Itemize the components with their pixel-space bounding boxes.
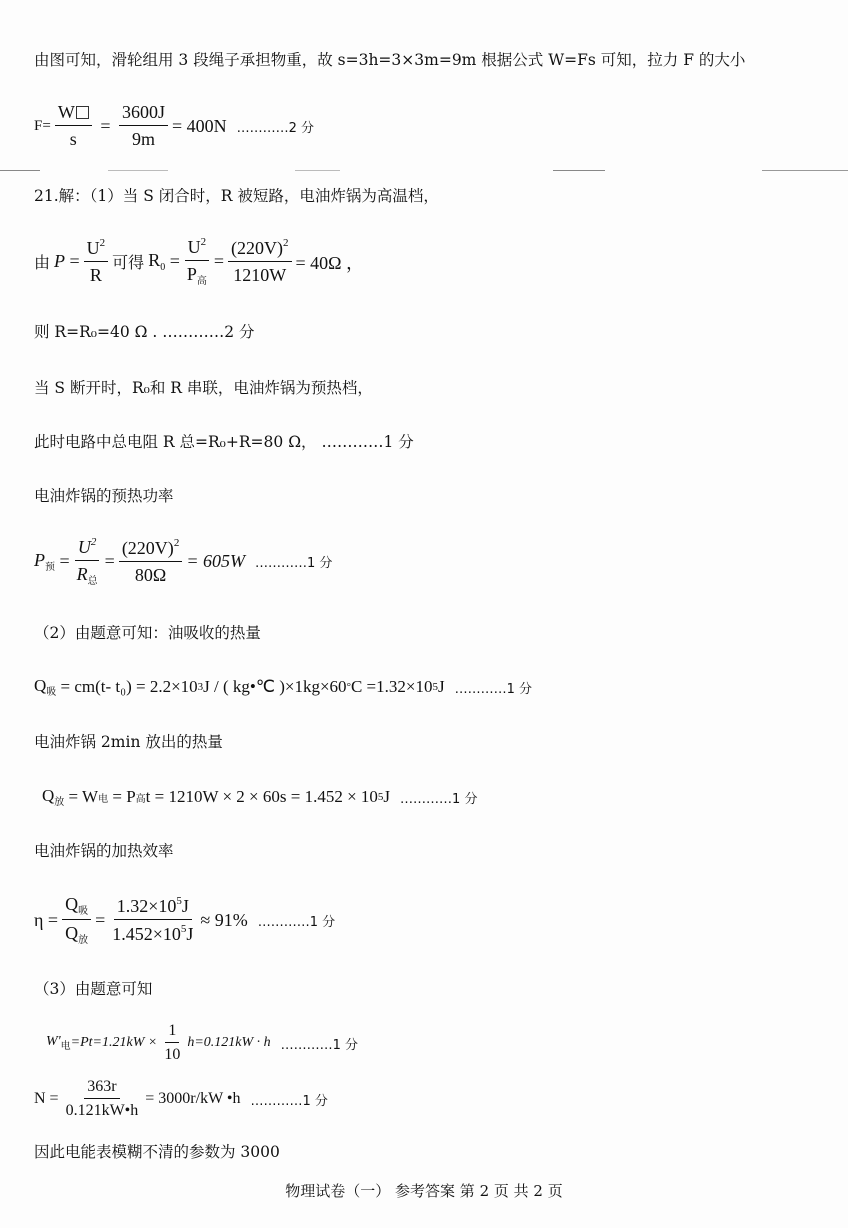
eq-mid: =Pt=1.21kW × bbox=[70, 1035, 158, 1050]
eq-num: 3600J bbox=[119, 102, 168, 126]
fraction-220-over-80: $\frac{(220V)^2}{80\Omega}$ bbox=[119, 537, 183, 586]
eq-num: 1 bbox=[165, 1022, 179, 1043]
eq-eta: η = bbox=[34, 909, 59, 930]
eq-den: 1.452×10 bbox=[112, 924, 181, 944]
eq-num: 363r bbox=[84, 1078, 119, 1099]
score-mark: …………1 分 bbox=[257, 914, 336, 930]
equation-meter-constant bbox=[34, 1078, 328, 1120]
score-mark: …………2 分 bbox=[236, 120, 315, 136]
fraction-w-over-s bbox=[55, 102, 92, 150]
eq-den: 1210W bbox=[233, 265, 287, 285]
eq-qb: Q bbox=[65, 923, 79, 943]
fraction-220-over-1210: $\frac{(220V)^2}{1210W}$ bbox=[228, 237, 292, 286]
equation-efficiency: η = $\frac{Q_吸}{Q_放}$ = $\frac{1.32\times 10^5J}{1.452\times 10^5J}$ ≈ 91% …………1 分 bbox=[34, 894, 336, 946]
eq-lhs: W' bbox=[46, 1034, 61, 1049]
eq-body: = cm(t- t₀) = 2.2×10 bbox=[60, 677, 198, 696]
eq-qb-sub: 放 bbox=[78, 935, 89, 946]
eq-result: = 3000r/kW •h bbox=[145, 1090, 241, 1107]
score-mark: …………1 分 bbox=[454, 681, 533, 697]
eq-den-unit: J bbox=[186, 924, 194, 944]
equation-energy bbox=[46, 1022, 358, 1064]
eq-u: U bbox=[86, 238, 100, 258]
question-21-part1: 21.解：（1）当 S 闭合时，R 被短路，电油炸锅为高温档， bbox=[34, 187, 439, 205]
fraction-363-over-energy bbox=[63, 1078, 142, 1120]
eq-p: P bbox=[54, 251, 66, 271]
eq-p: = P bbox=[112, 787, 136, 806]
text-line-total-resistance: 此时电路中总电阻 R 总=R₀+R=80 Ω， …………1 分 bbox=[34, 433, 414, 451]
eq-s: s bbox=[69, 129, 77, 149]
fraction-u2-over-r: $\frac{U^2}{R}$ bbox=[84, 237, 109, 286]
eq-result: ≈ 91% bbox=[200, 909, 248, 930]
eq-pre: 由 bbox=[34, 253, 51, 272]
eq-r0-sub: 0 bbox=[160, 262, 166, 273]
fraction-u2-over-phigh: $\frac{U^2}{P_高}$ bbox=[184, 236, 210, 287]
text-line-pulley: 由图可知，滑轮组用 3 段绳子承担物重，故 s=3h=3×3m=9m 根据公式 W=Fs 可知，拉力 F 的大小 bbox=[34, 51, 746, 69]
eq-body: t = 1210W × 2 × 60s = 1.452 × 10 bbox=[145, 787, 378, 806]
divider-segment bbox=[108, 170, 168, 171]
equation-force: F= $\frac{W}{s}$ = $\frac{3600J}{9m}$ = 400N …………2 分 bbox=[34, 102, 315, 149]
score-mark: …………1 分 bbox=[254, 556, 333, 571]
part-3-heading: （3）由题意可知 bbox=[34, 980, 153, 998]
divider-segment bbox=[295, 170, 340, 171]
unclear-subscript-box bbox=[76, 106, 89, 119]
page-footer: 物理试卷（一） 参考答案 第 2 页 共 2 页 bbox=[285, 1182, 563, 1200]
score-mark: …………1 分 bbox=[280, 1037, 359, 1053]
eq-w: = W bbox=[68, 787, 99, 806]
text-line-r: 则 R=R₀=40 Ω . …………2 分 bbox=[34, 323, 255, 341]
fraction-value bbox=[119, 102, 168, 150]
eq-den: 80Ω bbox=[134, 565, 167, 585]
part-2-heading: （2）由题意可知：油吸收的热量 bbox=[34, 624, 261, 642]
eq-body4: J bbox=[437, 677, 445, 696]
eq-den: 0.121kW•h bbox=[65, 1102, 139, 1119]
fraction-qa-over-qb bbox=[62, 894, 91, 946]
divider-segment bbox=[762, 170, 848, 171]
eq-num: 1.32×10 bbox=[116, 896, 177, 916]
eq-num: (220V) bbox=[121, 538, 174, 558]
eq-lhs: F= bbox=[34, 117, 51, 134]
score-mark: …………1 分 bbox=[250, 1093, 328, 1109]
fraction-values: $\frac{1.32\times 10^5J}{1.452\times 10^5J}$ bbox=[112, 895, 194, 944]
eq-num-unit: J bbox=[181, 896, 189, 916]
eq-q-sub: 吸 bbox=[46, 687, 57, 698]
eq-w-sub: 电 bbox=[98, 793, 109, 805]
equation-heat-released: $Q_放$ = W 电 = P 高 t = 1210W × 2 × 60s = 1.452 × 10 5 J …………1 分 bbox=[42, 786, 478, 808]
eq-qa-sub: 吸 bbox=[78, 906, 89, 917]
equation-preheat-power: $P_预$ = $\frac{U^2}{R_总}$ = $\frac{(220V)^2}{80\Omega}$ = 605W …………1 分 bbox=[34, 536, 333, 587]
eq-result: h=0.121kW · h bbox=[187, 1035, 271, 1050]
eq-r0: R bbox=[148, 250, 161, 270]
eq-p-sub: 高 bbox=[135, 793, 146, 805]
eq-p: P bbox=[34, 550, 45, 570]
text-line-s-open: 当 S 断开时，R₀和 R 串联，电油炸锅为预热档， bbox=[34, 379, 373, 397]
eq-r-sub: 总 bbox=[87, 576, 98, 587]
eq-p-sub: 高 bbox=[196, 276, 207, 287]
eq-result: = 400N bbox=[171, 115, 227, 136]
eq-q: Q bbox=[42, 786, 55, 805]
text-line-efficiency: 电油炸锅的加热效率 bbox=[34, 842, 174, 860]
eq-result: = 40Ω ， bbox=[295, 252, 365, 273]
text-line-2min: 电油炸锅 2min 放出的热量 bbox=[34, 733, 223, 751]
eq-lhs: N = bbox=[34, 1090, 59, 1107]
eq-lhs-sub: 电 bbox=[60, 1041, 71, 1052]
eq-p-sub: 预 bbox=[45, 562, 55, 573]
equation-heat-absorbed: $Q_吸$ = cm(t- t₀) = 2.2×10 3 J / ( kg•℃ )×1kg×60 ° C =1.32×10 5 J …………1 分 bbox=[34, 676, 533, 698]
eq-num: (220V) bbox=[231, 238, 284, 258]
divider-segment bbox=[553, 170, 605, 171]
conclusion-line: 因此电能表模糊不清的参数为 3000 bbox=[34, 1143, 280, 1161]
text-line-preheat: 电油炸锅的预热功率 bbox=[34, 487, 174, 505]
eq-body2: J / ( kg•℃ )×1kg×60 bbox=[203, 677, 347, 696]
eq-u: U bbox=[77, 537, 91, 557]
fraction-u2-over-rtotal: $\frac{U^2}{R_总}$ bbox=[76, 536, 98, 587]
eq-r: R bbox=[89, 265, 102, 285]
eq-w: W bbox=[57, 102, 75, 122]
equation-r0: 由 P = $\frac{U^2}{R}$ 可得 $R_0$ = $\frac{U^2}{P_高}$ = $\frac{(220V)^2}{1210W}$ = 40Ω ， bbox=[34, 236, 365, 287]
fraction-one-tenth bbox=[161, 1022, 183, 1064]
eq-body2: J bbox=[383, 787, 391, 806]
eq-qa: Q bbox=[65, 894, 79, 914]
score-mark: …………1 分 bbox=[400, 791, 478, 807]
divider-segment bbox=[0, 170, 40, 171]
eq-q: Q bbox=[34, 676, 47, 695]
eq-den: 9m bbox=[131, 129, 155, 149]
eq-result: = 605W bbox=[186, 551, 245, 571]
eq-q-sub: 放 bbox=[54, 797, 65, 808]
eq-den: 10 bbox=[164, 1046, 181, 1063]
eq-mid: 可得 bbox=[112, 253, 145, 272]
eq-body3: C =1.32×10 bbox=[350, 677, 433, 696]
